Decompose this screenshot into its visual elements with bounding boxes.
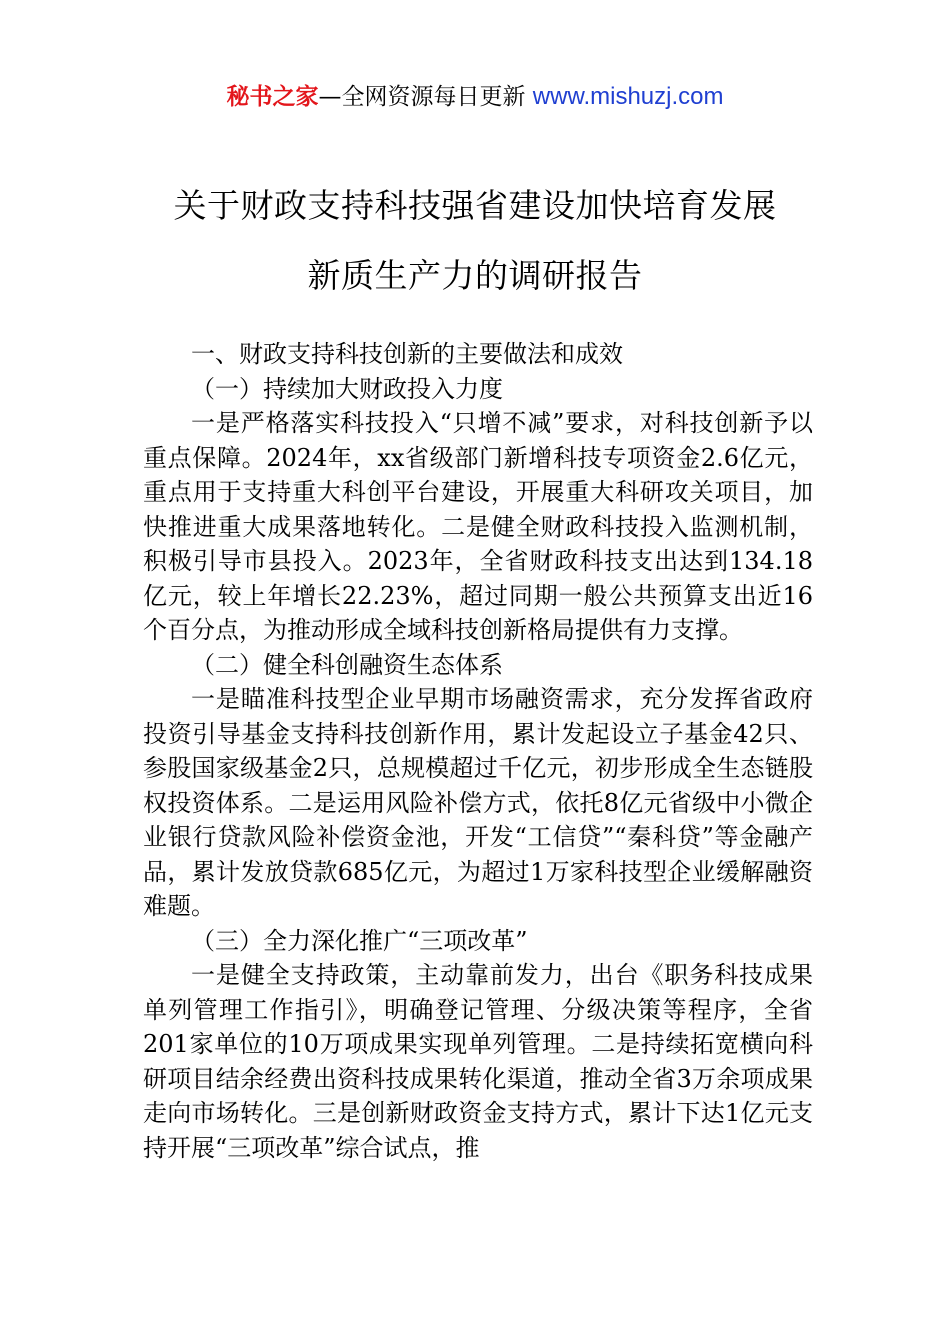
- section-heading-1: 一、财政支持科技创新的主要做法和成效: [191, 340, 623, 368]
- subsection-heading-3: （三）全力深化推广“三项改革”: [191, 926, 528, 955]
- site-header: [0, 78, 950, 111]
- document-title-line-2: 新质生产力的调研报告: [307, 256, 643, 295]
- body-paragraph-3: 一是健全支持政策，主动靠前发力，出台《职务科技成果单列管理工作指引》，明确登记管理、分级决策等程序，全省201家单位的10万项成果实现单列管理。二是持续拓宽横向科研项目结余经费出资科技成果转化渠道，推动全省3万余项成果走向市场转化。三是创新财政资金支持方式，累计下达1亿元支持开展“三项改革”综合试点，推: [143, 961, 813, 1162]
- document-title-line-1: 关于财政支持科技强省建设加快培育发展: [173, 186, 777, 225]
- body-paragraph-2: 一是瞄准科技型企业早期市场融资需求，充分发挥省政府投资引导基金支持科技创新作用，累计发起设立子基金42只、参股国家级基金2只，总规模超过千亿元，初步形成全生态链股权投资体系。二是运用风险补偿方式，依托8亿元省级中小微企业银行贷款风险补偿资金池，开发“工信贷”“秦科贷”等金融产品，累计发放贷款685亿元，为超过1万家科技型企业缓解融资难题。: [143, 685, 813, 920]
- subsection-heading-2: （二）健全科创融资生态体系: [191, 650, 503, 679]
- site-url-link[interactable]: www.mishuzj.com: [532, 83, 724, 110]
- brand-name: 秘书之家: [226, 84, 319, 110]
- subsection-heading-1: （一）持续加大财政投入力度: [191, 374, 503, 403]
- header-tagline: —全网资源每日更新: [318, 84, 533, 110]
- body-paragraph-1: 一是严格落实科技投入“只增不减”要求，对科技创新予以重点保障。2024年，xx省级部门新增科技专项资金2.6亿元，重点用于支持重大科创平台建设，开展重大科研攻关项目，加快推进重大成果落地转化。二是健全财政科技投入监测机制，积极引导市县投入。2023年，全省财政科技支出达到134.18亿元，较上年增长22.23%，超过同期一般公共预算支出近16个百分点，为推动形成全域科技创新格局提供有力支撑。: [143, 409, 813, 644]
- document-body: [143, 337, 813, 1165]
